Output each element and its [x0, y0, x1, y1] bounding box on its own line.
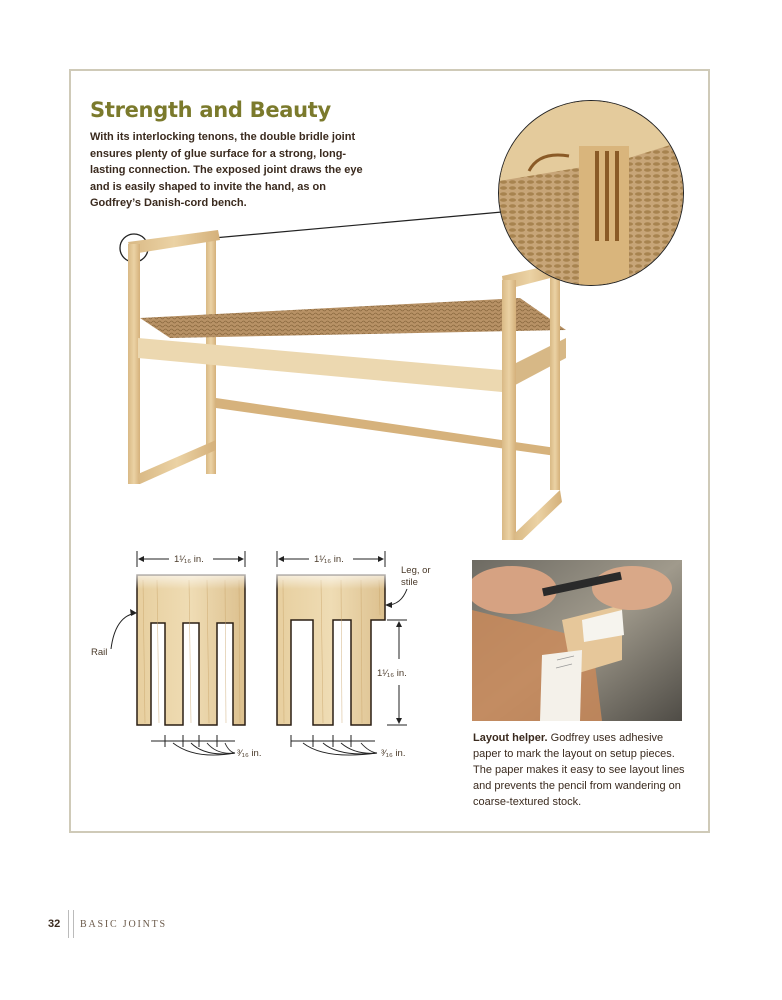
width-label-left: 1¹⁄₁₆ in. — [174, 554, 204, 565]
width-label-right: 1¹⁄₁₆ in. — [314, 554, 344, 565]
caption-body: Godfrey uses adhesive paper to mark the layout on setup pieces. The paper makes it easy to see layout lines and prevents the pencil from wandering on coarse-textured stock. — [473, 732, 685, 808]
joint-closeup-image — [499, 101, 683, 285]
bench-photo — [110, 220, 590, 540]
layout-helper-image — [472, 560, 682, 721]
leg-label-line2: stile — [401, 577, 418, 588]
layout-helper-photo — [472, 560, 682, 721]
joint-closeup — [498, 100, 684, 286]
article-intro: With its interlocking tenons, the double bridle joint ensures plenty of glue surface for a strong, long-lasting connection. The exposed joint draws the eye and is easily shaped to invite the hand, as on Godfrey’s Danish-cord bench. — [90, 131, 363, 210]
leg-label-line1: Leg, or — [401, 565, 431, 576]
spacing-label-left: ³⁄₁₆ in. — [237, 748, 262, 759]
rail-label: Rail — [91, 647, 108, 658]
page-number: 32 — [48, 918, 61, 930]
bridle-joint-diagram — [85, 545, 455, 760]
article-title: Strength and Beauty — [90, 98, 331, 122]
caption-lead: Layout helper. — [473, 732, 548, 744]
section-name: BASIC JOINTS — [80, 919, 167, 930]
footer-divider — [68, 910, 74, 938]
photo-caption — [473, 730, 688, 810]
depth-label: 1¹⁄₁₆ in. — [377, 668, 407, 679]
spacing-label-right: ³⁄₁₆ in. — [381, 748, 406, 759]
